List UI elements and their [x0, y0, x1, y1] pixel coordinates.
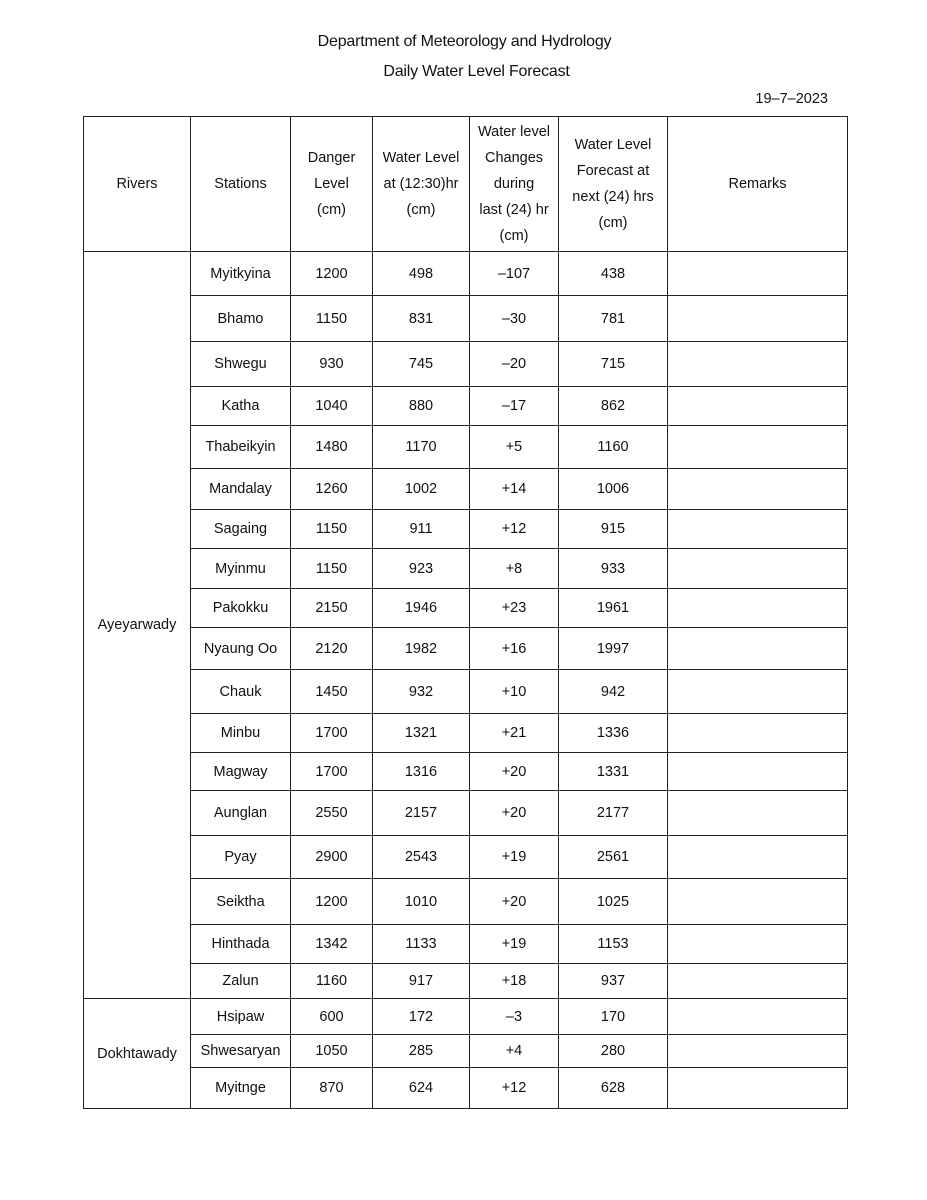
river-cell [84, 252, 191, 999]
change-cell: +20 [470, 879, 559, 925]
table-row [84, 670, 848, 714]
danger-level-cell: 1480 [291, 426, 373, 469]
forecast-cell: 1961 [559, 589, 668, 628]
header-row [84, 117, 848, 252]
remarks-cell [668, 999, 848, 1035]
remarks-cell [668, 791, 848, 836]
danger-level-cell: 2150 [291, 589, 373, 628]
danger-level-cell: 1260 [291, 469, 373, 510]
forecast-cell: 1160 [559, 426, 668, 469]
water-level-cell: 745 [373, 342, 470, 387]
change-cell: +5 [470, 426, 559, 469]
table-row [84, 342, 848, 387]
remarks-cell [668, 387, 848, 426]
forecast-cell: 1006 [559, 469, 668, 510]
remarks-cell [668, 964, 848, 999]
table-row [84, 791, 848, 836]
forecast-cell: 1331 [559, 753, 668, 791]
forecast-cell: 1336 [559, 714, 668, 753]
forecast-cell: 781 [559, 296, 668, 342]
change-cell: +19 [470, 925, 559, 964]
remarks-cell [668, 925, 848, 964]
river-name: Dokhtawady [97, 1045, 177, 1062]
change-cell: +4 [470, 1035, 559, 1068]
change-cell: +21 [470, 714, 559, 753]
remarks-cell [668, 836, 848, 879]
water-level-cell: 498 [373, 252, 470, 296]
danger-level-cell: 1150 [291, 510, 373, 549]
danger-level-cell: 1450 [291, 670, 373, 714]
water-level-cell: 1316 [373, 753, 470, 791]
danger-level-cell: 2550 [291, 791, 373, 836]
station-cell: Myitkyina [191, 252, 291, 296]
table-row [84, 879, 848, 925]
remarks-cell [668, 1068, 848, 1109]
change-cell: +10 [470, 670, 559, 714]
table-row [84, 426, 848, 469]
station-cell: Myinmu [191, 549, 291, 589]
change-cell: +14 [470, 469, 559, 510]
station-cell: Hsipaw [191, 999, 291, 1035]
table-row [84, 628, 848, 670]
remarks-cell [668, 628, 848, 670]
col-header-danger-level: Danger Level (cm) [291, 117, 373, 252]
station-cell: Chauk [191, 670, 291, 714]
danger-level-cell: 1150 [291, 296, 373, 342]
remarks-cell [668, 426, 848, 469]
change-cell: –17 [470, 387, 559, 426]
water-level-cell: 880 [373, 387, 470, 426]
station-cell: Magway [191, 753, 291, 791]
station-cell: Thabeikyin [191, 426, 291, 469]
water-level-cell: 917 [373, 964, 470, 999]
table-row [84, 999, 848, 1035]
forecast-cell: 170 [559, 999, 668, 1035]
danger-level-cell: 1200 [291, 879, 373, 925]
change-cell: +12 [470, 510, 559, 549]
forecast-cell: 942 [559, 670, 668, 714]
danger-level-cell: 2900 [291, 836, 373, 879]
station-cell: Mandalay [191, 469, 291, 510]
river-cell [84, 999, 191, 1109]
table-row [84, 964, 848, 999]
station-cell: Sagaing [191, 510, 291, 549]
danger-level-cell: 930 [291, 342, 373, 387]
danger-level-cell: 2120 [291, 628, 373, 670]
table-row [84, 252, 848, 296]
col-header-stations: Stations [191, 117, 291, 252]
table-row [84, 1035, 848, 1068]
table-row [84, 836, 848, 879]
danger-level-cell: 1160 [291, 964, 373, 999]
station-cell: Nyaung Oo [191, 628, 291, 670]
water-level-cell: 285 [373, 1035, 470, 1068]
danger-level-cell: 870 [291, 1068, 373, 1109]
station-cell: Katha [191, 387, 291, 426]
water-level-cell: 923 [373, 549, 470, 589]
remarks-cell [668, 549, 848, 589]
water-level-cell: 2543 [373, 836, 470, 879]
table-row [84, 469, 848, 510]
change-cell: +18 [470, 964, 559, 999]
remarks-cell [668, 879, 848, 925]
danger-level-cell: 1700 [291, 753, 373, 791]
table-row [84, 1068, 848, 1109]
change-cell: +20 [470, 791, 559, 836]
danger-level-cell: 1040 [291, 387, 373, 426]
danger-level-cell: 1342 [291, 925, 373, 964]
table-row [84, 510, 848, 549]
river-name: Ayeyarwady [97, 617, 177, 633]
col-header-remarks: Remarks [668, 117, 848, 252]
water-level-cell: 1133 [373, 925, 470, 964]
forecast-cell: 280 [559, 1035, 668, 1068]
forecast-cell: 862 [559, 387, 668, 426]
water-level-cell: 831 [373, 296, 470, 342]
table-row [84, 589, 848, 628]
report-title: Daily Water Level Forecast [383, 63, 570, 80]
table-row [84, 387, 848, 426]
danger-level-cell: 1200 [291, 252, 373, 296]
change-cell: +20 [470, 753, 559, 791]
water-level-cell: 1002 [373, 469, 470, 510]
danger-level-cell: 1700 [291, 714, 373, 753]
danger-level-cell: 600 [291, 999, 373, 1035]
water-level-cell: 1170 [373, 426, 470, 469]
station-cell: Shwegu [191, 342, 291, 387]
table-row [84, 549, 848, 589]
change-cell: –20 [470, 342, 559, 387]
remarks-cell [668, 589, 848, 628]
remarks-cell [668, 670, 848, 714]
organization-title: Department of Meteorology and Hydrology [317, 33, 612, 50]
remarks-cell [668, 510, 848, 549]
remarks-cell [668, 753, 848, 791]
change-cell: +19 [470, 836, 559, 879]
danger-level-cell: 1050 [291, 1035, 373, 1068]
station-cell: Aunglan [191, 791, 291, 836]
change-cell: –3 [470, 999, 559, 1035]
table-row [84, 925, 848, 964]
change-cell: +8 [470, 549, 559, 589]
water-level-cell: 1010 [373, 879, 470, 925]
station-cell: Myitnge [191, 1068, 291, 1109]
water-level-cell: 1946 [373, 589, 470, 628]
change-cell: –107 [470, 252, 559, 296]
station-cell: Hinthada [191, 925, 291, 964]
forecast-cell: 2561 [559, 836, 668, 879]
change-cell: +23 [470, 589, 559, 628]
water-level-cell: 624 [373, 1068, 470, 1109]
forecast-cell: 1997 [559, 628, 668, 670]
col-header-water-level: Water Level at (12:30)hr (cm) [373, 117, 470, 252]
station-cell: Pakokku [191, 589, 291, 628]
remarks-cell [668, 252, 848, 296]
station-cell: Pyay [191, 836, 291, 879]
col-header-changes: Water level Changes during last (24) hr (cm) [470, 117, 559, 252]
water-level-cell: 1321 [373, 714, 470, 753]
remarks-cell [668, 342, 848, 387]
forecast-cell: 933 [559, 549, 668, 589]
water-level-table [83, 116, 848, 1109]
danger-level-cell: 1150 [291, 549, 373, 589]
table-row [84, 753, 848, 791]
forecast-cell: 2177 [559, 791, 668, 836]
remarks-cell [668, 296, 848, 342]
col-header-rivers: Rivers [84, 117, 191, 252]
water-level-cell: 2157 [373, 791, 470, 836]
forecast-cell: 1025 [559, 879, 668, 925]
water-level-cell: 932 [373, 670, 470, 714]
water-level-cell: 1982 [373, 628, 470, 670]
remarks-cell [668, 469, 848, 510]
station-cell: Zalun [191, 964, 291, 999]
change-cell: –30 [470, 296, 559, 342]
station-cell: Bhamo [191, 296, 291, 342]
forecast-cell: 937 [559, 964, 668, 999]
station-cell: Seiktha [191, 879, 291, 925]
change-cell: +12 [470, 1068, 559, 1109]
forecast-cell: 1153 [559, 925, 668, 964]
water-level-cell: 911 [373, 510, 470, 549]
forecast-cell: 715 [559, 342, 668, 387]
report-date: 19–7–2023 [755, 91, 828, 107]
forecast-cell: 438 [559, 252, 668, 296]
forecast-cell: 915 [559, 510, 668, 549]
change-cell: +16 [470, 628, 559, 670]
remarks-cell [668, 714, 848, 753]
table-row [84, 296, 848, 342]
water-level-cell: 172 [373, 999, 470, 1035]
remarks-cell [668, 1035, 848, 1068]
station-cell: Minbu [191, 714, 291, 753]
forecast-cell: 628 [559, 1068, 668, 1109]
station-cell: Shwesaryan [191, 1035, 291, 1068]
col-header-forecast: Water Level Forecast at next (24) hrs (cm) [559, 117, 668, 252]
table-row [84, 714, 848, 753]
